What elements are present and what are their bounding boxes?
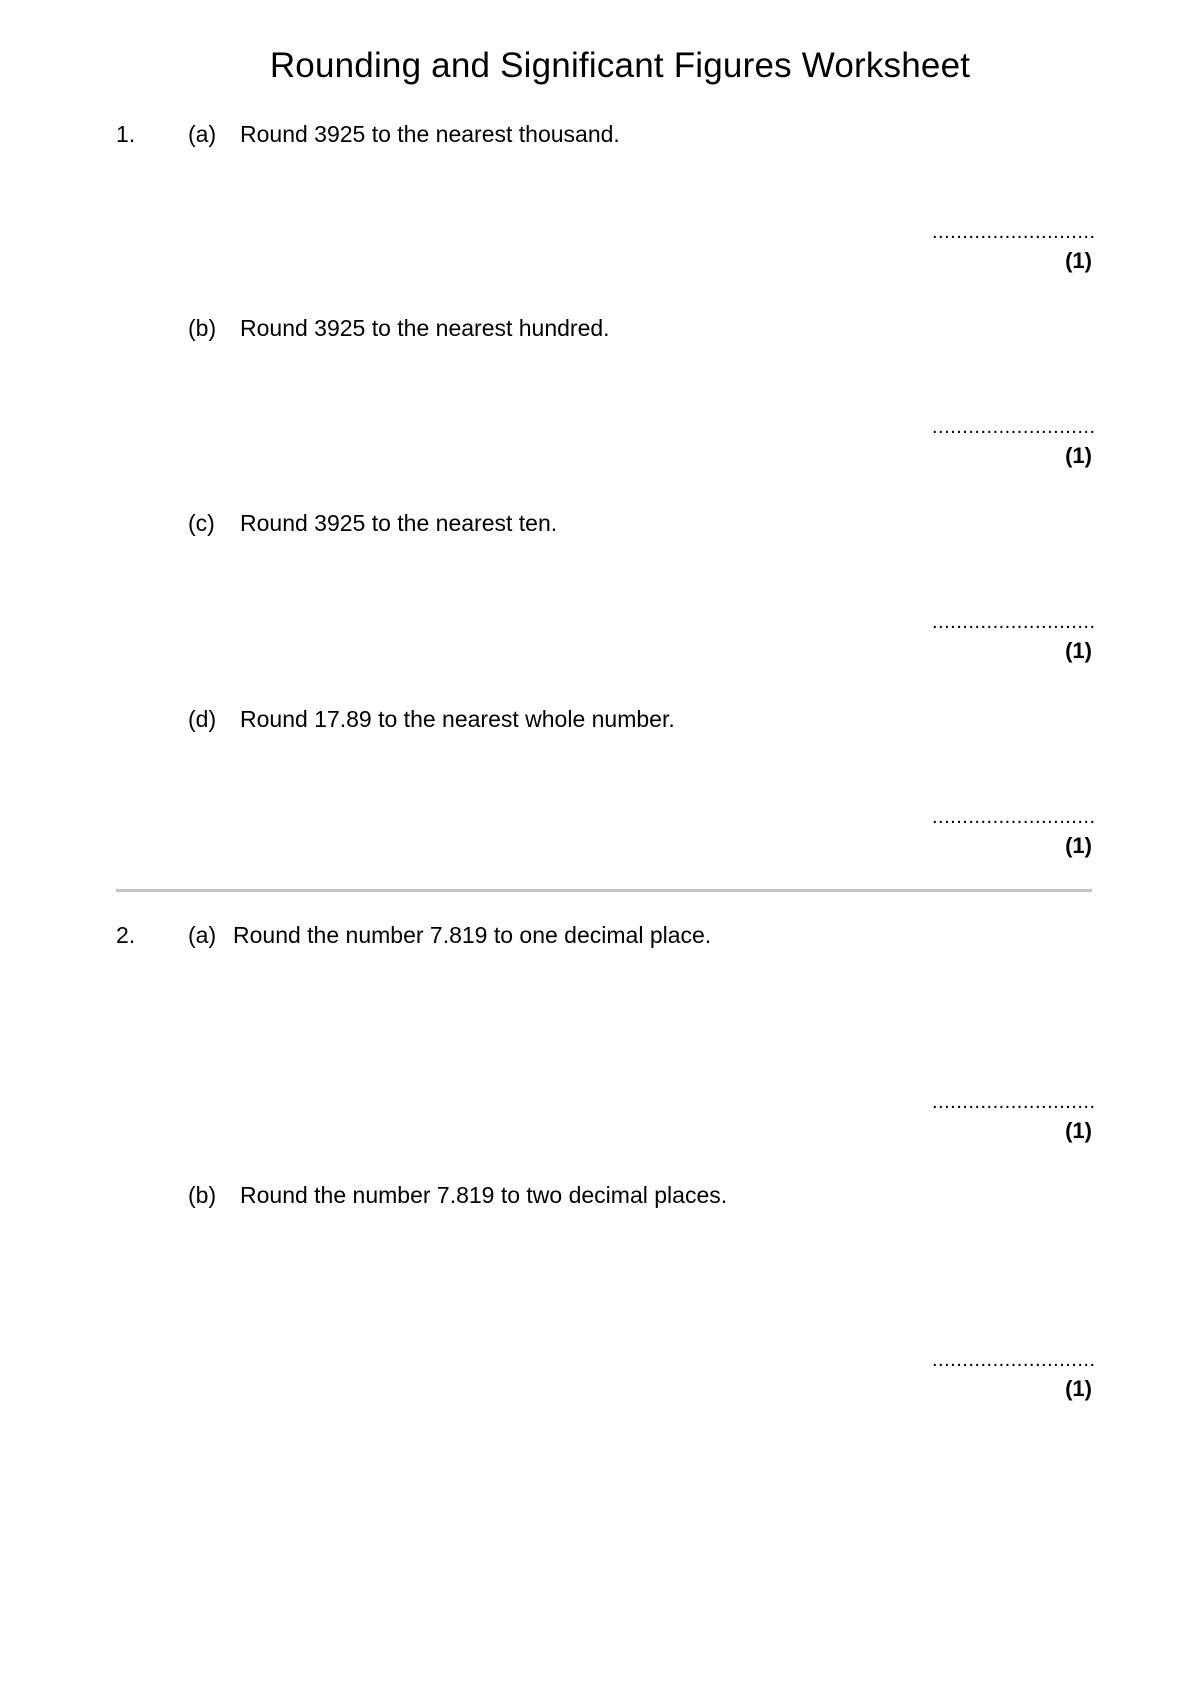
part-label: (a) — [188, 121, 217, 147]
marks-label: (1) — [1065, 443, 1092, 468]
marks-label: (1) — [1065, 1118, 1092, 1143]
part-label: (b) — [188, 1182, 217, 1208]
question-number-2: 2. — [116, 922, 136, 948]
answer-line[interactable]: ........................... — [932, 416, 1096, 438]
answer-1a[interactable] — [932, 221, 1096, 274]
answer-2a[interactable] — [932, 1091, 1096, 1144]
question-1a — [188, 121, 620, 148]
worksheet-title: Rounding and Significant Figures Worksheet — [269, 46, 971, 85]
part-label: (d) — [188, 706, 217, 732]
marks-label: (1) — [1065, 638, 1092, 663]
answer-line[interactable]: ........................... — [932, 806, 1096, 828]
marks-label: (1) — [1065, 833, 1092, 858]
answer-1c[interactable] — [932, 611, 1096, 664]
question-divider — [116, 889, 1092, 892]
answer-1d[interactable] — [932, 806, 1096, 859]
part-text: Round the number 7.819 to one decimal place. — [233, 922, 712, 948]
question-1c — [188, 510, 557, 537]
answer-line[interactable]: ........................... — [932, 611, 1096, 633]
question-2b — [188, 1182, 727, 1209]
part-text: Round the number 7.819 to two decimal places. — [240, 1182, 728, 1208]
answer-line[interactable]: ........................... — [932, 221, 1096, 243]
part-text: Round 3925 to the nearest thousand. — [240, 121, 620, 147]
part-label: (b) — [188, 315, 217, 341]
question-1b — [188, 315, 610, 342]
marks-label: (1) — [1065, 1376, 1092, 1401]
answer-2b[interactable] — [932, 1349, 1096, 1402]
answer-1b[interactable] — [932, 416, 1096, 469]
part-text: Round 17.89 to the nearest whole number. — [240, 706, 675, 732]
question-number-1: 1. — [116, 121, 136, 147]
part-label: (a) — [188, 922, 217, 948]
part-text: Round 3925 to the nearest ten. — [240, 510, 558, 536]
question-1d — [188, 706, 675, 733]
answer-line[interactable]: ........................... — [932, 1091, 1096, 1113]
part-text: Round 3925 to the nearest hundred. — [240, 315, 610, 341]
part-label: (c) — [188, 510, 215, 536]
marks-label: (1) — [1065, 248, 1092, 273]
question-2a — [188, 922, 711, 949]
answer-line[interactable]: ........................... — [932, 1349, 1096, 1371]
